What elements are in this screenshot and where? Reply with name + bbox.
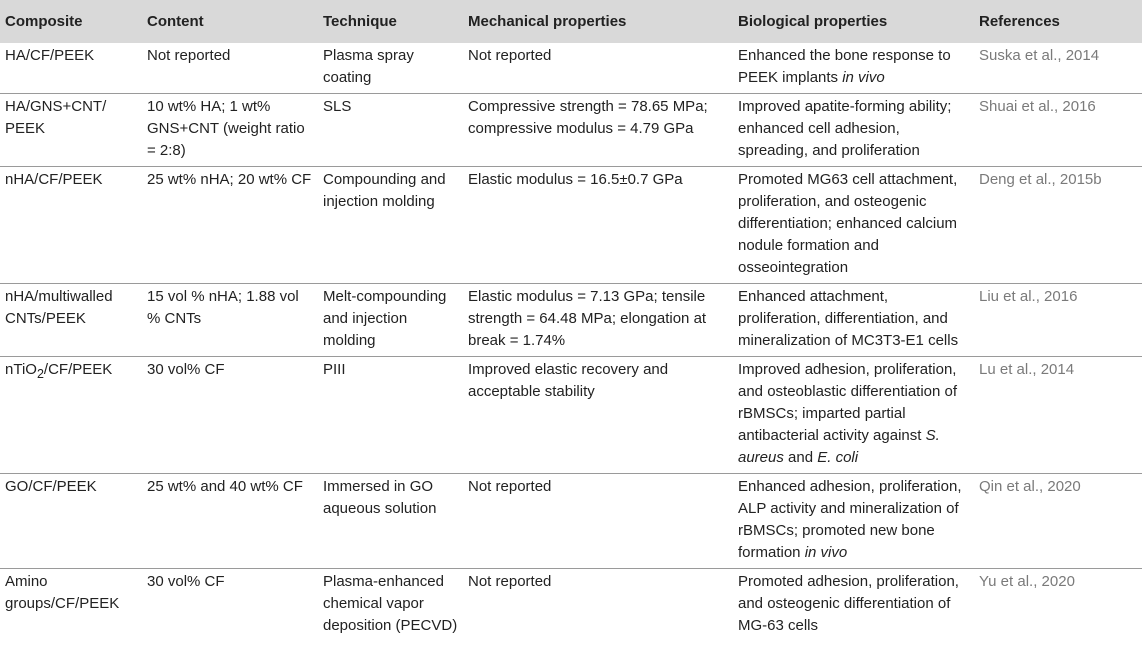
- table-row: [0, 167, 1142, 284]
- cell-content: 25 wt% and 40 wt% CF: [147, 478, 303, 495]
- cell-mechanical: Not reported: [468, 478, 552, 495]
- composite-text: /CF/PEEK: [43, 361, 113, 378]
- composite-subscript: 2: [36, 367, 44, 381]
- cell-content: 15 vol % nHA; 1.88 vol % CNTs: [147, 288, 299, 327]
- cell-composite: nHA/CF/PEEK: [5, 171, 103, 188]
- table-row: [0, 569, 1142, 642]
- cell-mechanical: Elastic modulus = 7.13 GPa; tensile strength = 64.48 MPa; elongation at break = 1.74%: [468, 288, 707, 349]
- cell-content: Not reported: [147, 47, 231, 64]
- cell-composite: GO/CF/PEEK: [5, 478, 97, 495]
- cell-technique: Plasma spray coating: [323, 47, 414, 86]
- cell-content: 30 vol% CF: [147, 361, 225, 378]
- bio-italic: in vivo: [804, 544, 848, 561]
- bio-text: Improved apatite-forming ability; enhanced cell adhesion, spreading, and proliferation: [738, 98, 952, 159]
- cell-reference: Qin et al., 2020: [979, 478, 1081, 495]
- cell-composite: Amino groups/CF/PEEK: [5, 573, 120, 612]
- bio-text: and: [783, 449, 818, 466]
- cell-biological: [733, 43, 974, 94]
- table-row: [0, 94, 1142, 167]
- cell-composite: [0, 357, 142, 474]
- table-row: [0, 357, 1142, 474]
- cell-technique: Immersed in GO aqueous solution: [323, 478, 437, 517]
- cell-biological: [733, 357, 974, 474]
- cell-content: 25 wt% nHA; 20 wt% CF: [147, 171, 312, 188]
- bio-text: Promoted MG63 cell attachment, proliferation, and osteogenic differentiation; enhanced calcium nodule formation and osseointegration: [738, 171, 958, 276]
- cell-composite: nHA/multiwalled CNTs/PEEK: [5, 288, 113, 327]
- bio-italic: in vivo: [842, 69, 885, 86]
- header-row: [0, 0, 1142, 43]
- col-header-biological-properties: Biological properties: [738, 12, 888, 30]
- cell-reference: Suska et al., 2014: [979, 47, 1100, 64]
- cell-reference: Shuai et al., 2016: [979, 98, 1096, 115]
- cell-mechanical: Compressive strength = 78.65 MPa; compressive modulus = 4.79 GPa: [468, 98, 708, 137]
- col-header-mechanical-properties: Mechanical properties: [468, 12, 627, 30]
- cell-content: 10 wt% HA; 1 wt% GNS+CNT (weight ratio = 2:8): [147, 98, 305, 159]
- cell-composite: HA/GNS+CNT/ PEEK: [5, 98, 107, 137]
- cell-biological: [733, 569, 974, 642]
- col-header-content: Content: [147, 12, 204, 30]
- table-row: [0, 284, 1142, 357]
- cell-biological: [733, 284, 974, 357]
- cell-technique: SLS: [323, 98, 352, 115]
- table-row: [0, 474, 1142, 569]
- cell-biological: [733, 94, 974, 167]
- cell-biological: [733, 167, 974, 284]
- cell-technique: Melt-compounding and injection molding: [323, 288, 447, 349]
- composite-text: nTiO: [5, 361, 37, 378]
- cell-reference: Liu et al., 2016: [979, 288, 1078, 305]
- col-header-composite: Composite: [5, 12, 83, 30]
- cell-mechanical: Improved elastic recovery and acceptable stability: [468, 361, 669, 400]
- bio-italic: S. aureus: [738, 427, 940, 466]
- col-header-references: References: [979, 12, 1060, 30]
- cell-reference: Yu et al., 2020: [979, 573, 1075, 590]
- cell-content: 30 vol% CF: [147, 573, 225, 590]
- cell-technique: PIII: [323, 361, 346, 378]
- cell-mechanical: Elastic modulus = 16.5±0.7 GPa: [468, 171, 683, 188]
- table-row: [0, 43, 1142, 94]
- cell-composite: HA/CF/PEEK: [5, 47, 95, 64]
- cell-reference: Lu et al., 2014: [979, 361, 1075, 378]
- table-header: [0, 0, 1142, 43]
- bio-italic: E. coli: [817, 449, 859, 466]
- cell-biological: [733, 474, 974, 569]
- bio-text: Enhanced attachment, proliferation, differentiation, and mineralization of MC3T3-E1 cells: [738, 288, 959, 349]
- cell-mechanical: Not reported: [468, 47, 552, 64]
- cell-technique: Plasma-enhanced chemical vapor deposition (PECVD): [323, 573, 458, 634]
- cell-reference: Deng et al., 2015b: [979, 171, 1102, 188]
- cell-mechanical: Not reported: [468, 573, 552, 590]
- bio-text: Improved adhesion, proliferation, and osteoblastic differentiation of rBMSCs; imparted partial antibacterial activity against: [738, 361, 958, 444]
- col-header-technique: Technique: [323, 12, 397, 30]
- bio-text: Enhanced the bone response to PEEK implants: [738, 47, 951, 86]
- table-body: [0, 43, 1142, 641]
- bio-text: Promoted adhesion, proliferation, and osteogenic differentiation of MG-63 cells: [738, 573, 959, 634]
- cell-technique: Compounding and injection molding: [323, 171, 446, 210]
- bio-text: Enhanced adhesion, proliferation, ALP activity and mineralization of rBMSCs; promoted new bone formation: [738, 478, 962, 561]
